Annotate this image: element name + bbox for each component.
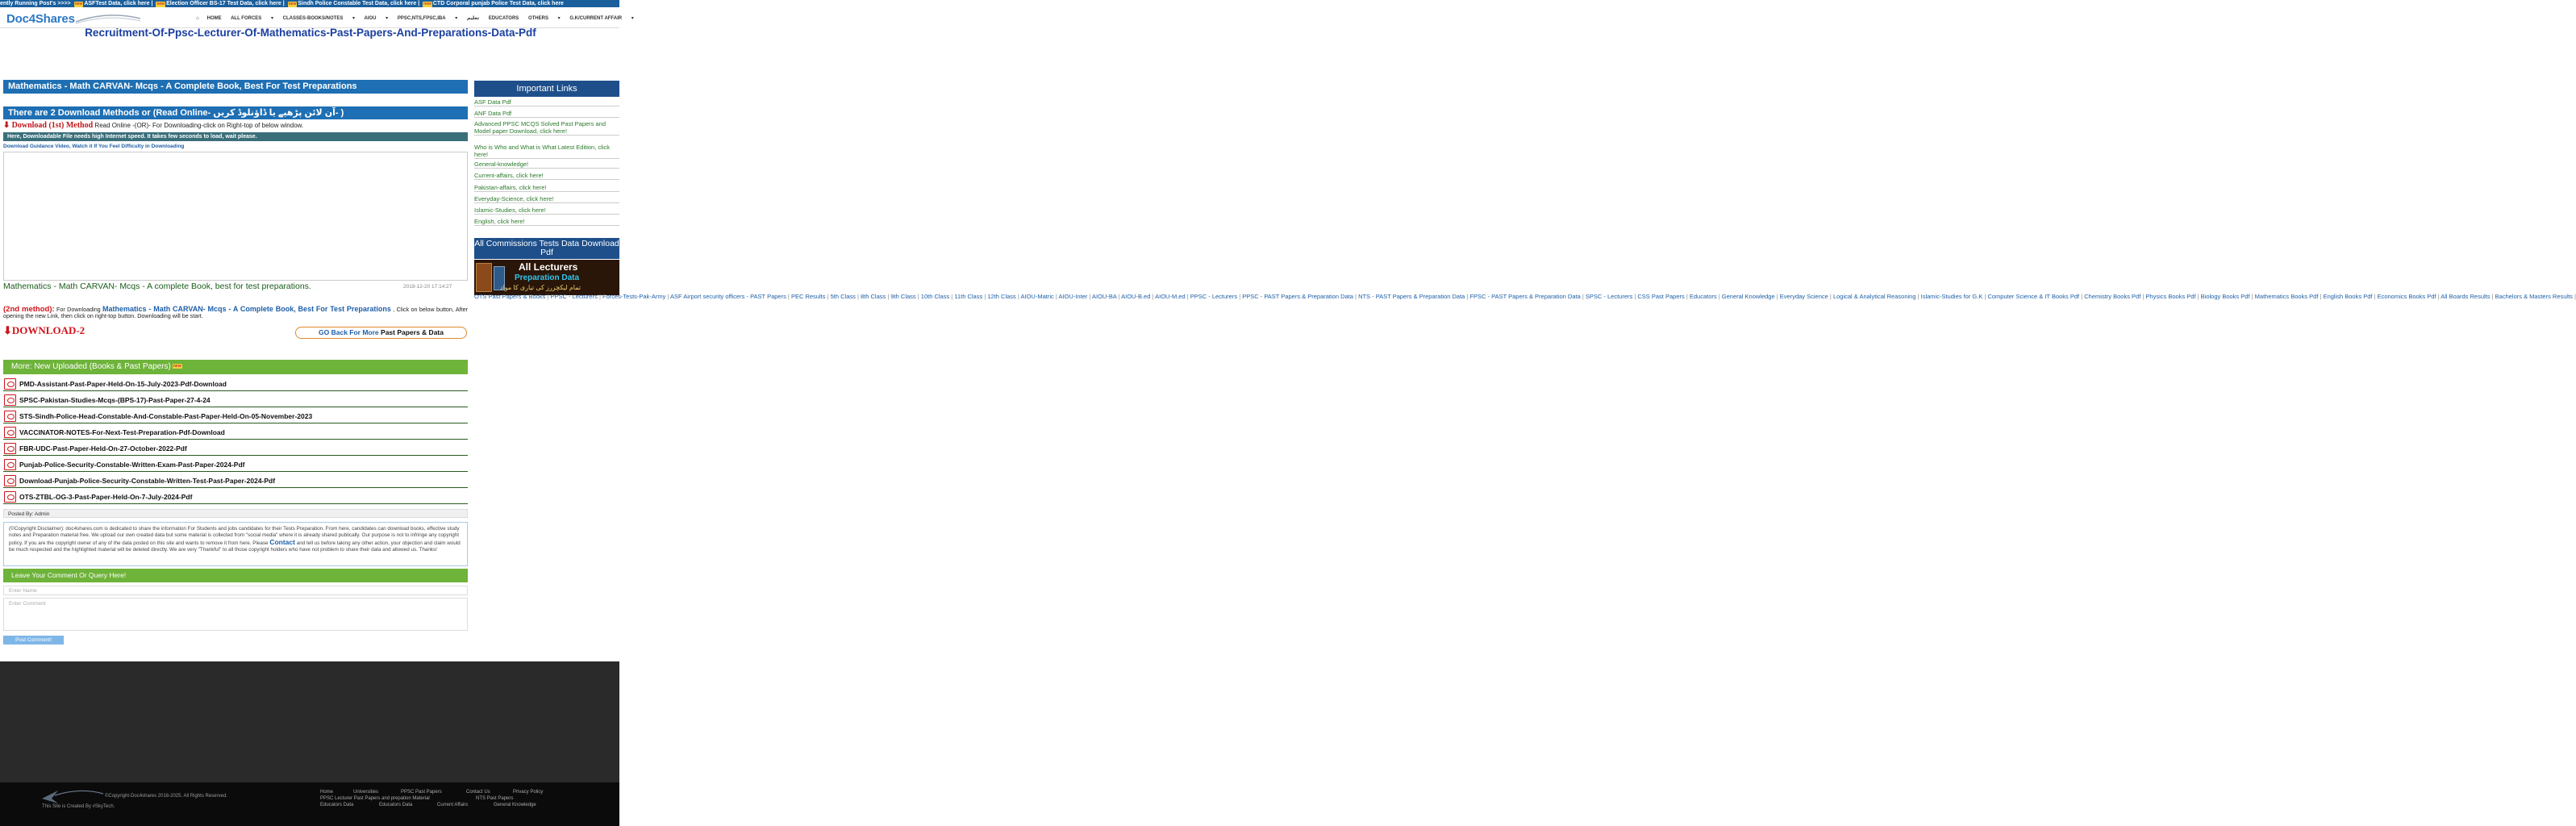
menu-item-ppsc-nts[interactable]: PPSC,NTS,FPSC,IBA ▾ <box>397 16 458 21</box>
separator: | <box>597 293 602 300</box>
category-link[interactable]: 8th Class <box>861 293 886 300</box>
important-links-title: Important Links <box>474 81 619 97</box>
menu-item-urdu[interactable]: تعلیم <box>466 16 480 21</box>
footer-link-gk[interactable]: General Knowledge <box>494 803 536 807</box>
separator: | <box>1150 293 1156 300</box>
footer-link-nts[interactable]: NTS Past Papers <box>476 796 514 801</box>
download-2-button[interactable]: ⬇DOWNLOAD-2 <box>3 324 85 336</box>
menu-item-home[interactable]: HOME <box>206 16 222 21</box>
list-item[interactable]: Punjab-Police-Security-Constable-Written-Exam-Past-Paper-2024-Pdf <box>3 457 468 472</box>
category-link[interactable]: Chemistry Books Pdf <box>2084 293 2141 300</box>
commissions-title: All Commissions Tests Data Download Pdf <box>474 239 619 257</box>
category-link[interactable]: ASF Airport security officers - PAST Papers <box>670 293 786 300</box>
menu-item-educators[interactable]: EDUCATORS <box>488 16 519 21</box>
separator: | <box>1087 293 1092 300</box>
method2-label: (2nd method): <box>3 305 55 314</box>
separator: | <box>545 293 551 300</box>
separator: | <box>1716 293 1722 300</box>
logo-swoosh-icon <box>76 14 140 25</box>
new-tag: new <box>173 364 181 369</box>
pdf-icon <box>4 491 16 503</box>
document-title: Mathematics - Math CARVAN- Mcqs - A complete Book, best for test preparations. <box>3 282 311 291</box>
method2-post: , Click on below button, After opening the new Link, then click on right-top button. Downloading will be start. <box>3 306 469 319</box>
category-link[interactable]: FPSC - PAST Papers & Preparation Data <box>1469 293 1581 300</box>
banner-line-1: All Lecturers <box>519 261 578 273</box>
category-link[interactable]: Everyday Science <box>1779 293 1828 300</box>
dark-band <box>0 661 619 782</box>
ticker-prefix: ently Running Post's >>>> <box>0 1 71 6</box>
separator: | <box>1632 293 1638 300</box>
separator: | <box>825 293 831 300</box>
top-navbar <box>0 7 634 28</box>
category-link[interactable]: English Books Pdf <box>2323 293 2373 300</box>
category-link[interactable]: All Boards Results <box>2441 293 2491 300</box>
separator: | <box>2318 293 2324 300</box>
pdf-viewer-frame[interactable] <box>3 152 468 281</box>
menu-item-all-forces[interactable]: ALL FORCES ▾ <box>231 16 273 21</box>
category-link[interactable]: CSS Past Papers <box>1637 293 1685 300</box>
list-item[interactable]: PMD-Assistant-Past-Paper-Held-On-15-July-2023-Pdf-Download <box>3 377 468 391</box>
banner-line-2: Preparation Data <box>515 273 580 282</box>
home-icon: ⌂ <box>196 16 199 21</box>
book-icon <box>476 263 492 292</box>
method2-text <box>3 306 468 319</box>
more-uploads-bar: More: New Uploaded (Books & Past Papers) new <box>3 360 468 374</box>
ticker-link[interactable]: CTD Corporal punjab Police Test Data, click here <box>432 1 564 6</box>
footer-copyright: ©Copyright-Doc4shares 2018-2025. All Rights Reserved. <box>105 794 227 799</box>
new-tag: new <box>74 2 83 6</box>
separator: | <box>2079 293 2085 300</box>
sidebar-link[interactable]: Islamic-Studies, click here! <box>474 206 619 215</box>
book-title-bar: Mathematics - Math CARVAN- Mcqs - A Complete Book, Best For Test Preparations <box>3 80 468 94</box>
list-item[interactable]: FBR-UDC-Past-Paper-Held-On-27-October-2022-Pdf <box>3 441 468 456</box>
separator: | <box>2140 293 2146 300</box>
sidebar-link[interactable]: ANF Data Pdf <box>474 110 619 118</box>
go-back-button[interactable]: GO Back For More Past Papers & Data <box>295 327 467 339</box>
sidebar-link[interactable]: ASF Data Pdf <box>474 98 619 106</box>
footer-link-home[interactable]: Home <box>320 790 334 795</box>
category-link[interactable]: Physics Books Pdf <box>2145 293 2196 300</box>
category-link[interactable]: 9th Class <box>890 293 916 300</box>
separator: | <box>915 293 921 300</box>
separator: | <box>1465 293 1470 300</box>
speed-note: Here, Downloadable File needs high Internet speed. It takes few seconds to load, wait please. <box>3 132 468 141</box>
separator: | <box>1053 293 1059 300</box>
banner-line-3: تمام لیکچررز کی تیاری کا مواد <box>500 284 581 291</box>
footer-credit: This Site is Created By #SkyTech. <box>42 804 115 809</box>
separator: | <box>1774 293 1780 300</box>
method1-text: Read Online -(OR)- For Downloading-click on Right-top of below window. <box>94 122 304 129</box>
separator: | <box>855 293 861 300</box>
ticker-link[interactable]: ASFTest Data, click here <box>84 1 150 6</box>
download-icon: ⬇ <box>3 121 10 130</box>
posted-by: Posted By: Admin <box>3 509 468 518</box>
pdf-icon <box>4 459 16 470</box>
new-tag: new <box>156 2 165 6</box>
ticker-link[interactable]: Sindh Police Constable Test Data, click here <box>298 1 417 6</box>
footer-link-current-affairs[interactable]: Current Affairs <box>437 803 469 807</box>
new-tag: new <box>423 2 431 6</box>
sidebar-link[interactable]: Who is Who and What is What Latest Edition, click here! <box>474 144 619 159</box>
category-link[interactable]: AIOU-B.ed <box>1121 293 1151 300</box>
pdf-icon <box>4 427 16 438</box>
separator: | <box>1353 293 1359 300</box>
separator: | <box>2572 293 2576 300</box>
category-link[interactable]: Mathematics Books Pdf <box>2254 293 2319 300</box>
separator: | <box>665 293 671 300</box>
category-link[interactable]: Biology Books Pdf <box>2200 293 2250 300</box>
footer-link-privacy[interactable]: Privacy Policy <box>513 790 544 795</box>
separator: | <box>2490 293 2495 300</box>
footer-link-universities[interactable]: Universities <box>353 790 379 795</box>
category-link[interactable]: PPSC - PAST Papers & Preparation Data <box>1242 293 1353 300</box>
separator: | <box>1828 293 1833 300</box>
category-link[interactable]: Educators <box>1689 293 1717 300</box>
menu-item-others[interactable]: OTHERS ▾ <box>527 16 561 21</box>
category-link[interactable]: 12th Class <box>987 293 1016 300</box>
pdf-icon <box>4 411 16 422</box>
menu-item-classes-books[interactable]: CLASSES-BOOKS/NOTES ▾ <box>282 16 356 21</box>
method2-link[interactable]: Mathematics - Math CARVAN- Mcqs - A Complete Book, Best For Test Preparations <box>102 305 391 313</box>
category-link[interactable]: AIOU-M.ed <box>1155 293 1186 300</box>
separator: | <box>786 293 791 300</box>
footer-link-ppsc-lecturer[interactable]: PPSC Lecturer Past Papers and prepation Material <box>320 796 430 801</box>
sidebar-link[interactable]: General-knowledge! <box>474 161 619 169</box>
category-link[interactable]: OTS Past Papers & Books <box>474 293 546 300</box>
list-item[interactable]: SPSC-Pakistan-Studies-Mcqs-(BPS-17)-Past-Paper-27-4-24 <box>3 393 468 407</box>
sidebar-link[interactable]: Pakistan-affairs, click here! <box>474 184 619 192</box>
list-item[interactable]: Download-Punjab-Police-Security-Constable-Written-Test-Past-Paper-2024-Pdf <box>3 473 468 488</box>
post-date: 2018-12-20 17:14:27 <box>403 284 452 290</box>
menu-item-gk[interactable]: G.K/CURRENT AFFAIR ▾ <box>569 16 634 21</box>
post-comment-button[interactable]: Post Comment! <box>3 636 64 645</box>
category-link[interactable]: AIOU-Inter <box>1058 293 1088 300</box>
sidebar-link[interactable]: Advanced PPSC MCQS Solved Past Papers and Model paper Download, click here! <box>474 121 619 136</box>
sidebar-link[interactable]: Current-affairs, click here! <box>474 172 619 180</box>
copyright-disclaimer: (©Copyright Disclaimer): doc4shares.com is dedicated to share the information For Students and jobs candidates for their Tests Preparation. From here, candidates can download books, effective study notes and Preparation material free. We upload our own created data but some material is collected from "social media" where it is already shared publically. Our purpose is not to infringe any copyright policy. If you are the copyright owner of any of the data posted on this site and wants to remove it from here. Please Contact and tell us before taking any other action, your objection and claim would be much respected and the highlighted material will be deleted directly. We are very "Thankful" to all those copyright holders who have not problem to share their data and allowed us. Thanks! <box>3 522 468 566</box>
category-link[interactable]: 5th Class <box>830 293 856 300</box>
category-link[interactable]: PPSC - Lecturers <box>550 293 598 300</box>
category-link[interactable]: 10th Class <box>920 293 950 300</box>
method1-label[interactable]: Download (1st) Method <box>11 121 94 130</box>
category-link[interactable]: Computer Science & IT Books Pdf <box>1987 293 2080 300</box>
method2-pre: For Downloading <box>56 306 101 313</box>
category-link[interactable]: Forces-Tests-Pak-Army <box>602 293 666 300</box>
new-tag: new <box>288 2 297 6</box>
category-link[interactable]: AIOU-Matric <box>1020 293 1054 300</box>
method1-row <box>3 121 468 131</box>
menu-item-aiou[interactable]: AIOU ▾ <box>364 16 389 21</box>
list-item[interactable]: STS-Sindh-Police-Head-Constable-And-Constable-Past-Paper-Held-On-05-November-2023 <box>3 409 468 423</box>
separator: | <box>886 293 891 300</box>
download-methods-bar: There are 2 Download Methods or (Read Online- آن لائن پڑھیے یا ڈاؤنلوڈ کریں- ) <box>3 106 468 119</box>
leave-comment-bar: Leave Your Comment Or Query Here! <box>3 569 468 582</box>
separator: | <box>1116 293 1122 300</box>
ticker-link[interactable]: Election Officer BS-17 Test Data, click here <box>166 1 281 6</box>
pdf-icon <box>4 378 16 390</box>
category-link[interactable]: NTS - PAST Papers & Preparation Data <box>1358 293 1465 300</box>
separator: | <box>982 293 988 300</box>
separator: | <box>1580 293 1586 300</box>
list-item[interactable]: VACCINATOR-NOTES-For-Next-Test-Preparation-Pdf-Download <box>3 425 468 440</box>
sidebar-link[interactable]: Everyday-Science, click here! <box>474 195 619 203</box>
category-link[interactable]: SPSC - Lecturers <box>1585 293 1633 300</box>
footer-link-contact[interactable]: Contact Us <box>466 790 490 795</box>
separator: | <box>1237 293 1243 300</box>
category-link[interactable]: Logical & Analytical Reasoning <box>1832 293 1916 300</box>
category-link[interactable]: General Knowledge <box>1721 293 1775 300</box>
separator: | <box>1684 293 1690 300</box>
running-posts-ticker: ently Running Post's >>>> new ASFTest Data, click here | new Election Officer BS-17 Test Data, click here | new Sindh Police Constable Test Data, click here | new CTD Corporal punjab Police Test Data, click here <box>0 0 619 7</box>
lecturers-banner[interactable] <box>474 260 619 295</box>
footer-link-educators-2[interactable]: Educators Data <box>379 803 413 807</box>
footer-link-ppsc[interactable]: PPSC Past Papers <box>401 790 442 795</box>
separator: | <box>2436 293 2441 300</box>
separator: | <box>2249 293 2255 300</box>
pdf-icon <box>4 475 16 486</box>
separator: | <box>2372 293 2378 300</box>
category-link[interactable]: Islamic-Studies for G.K <box>1920 293 1983 300</box>
separator: | <box>949 293 955 300</box>
site-logo[interactable] <box>6 12 75 26</box>
sidebar-link[interactable]: English, click here! <box>474 218 619 226</box>
list-item[interactable]: OTS-ZTBL-OG-3-Past-Paper-Held-On-7-July-2024-Pdf <box>3 490 468 504</box>
sidebar-categories <box>474 293 2576 300</box>
category-link[interactable]: Economics Books Pdf <box>2377 293 2436 300</box>
category-link[interactable]: AIOU-BA <box>1092 293 1117 300</box>
pdf-icon <box>4 394 16 406</box>
separator: | <box>1982 293 1988 300</box>
name-input[interactable]: Enter Name <box>3 586 468 595</box>
pdf-icon <box>4 443 16 454</box>
logo-text: Doc4Shares <box>6 12 75 26</box>
separator: | <box>1015 293 1021 300</box>
page-title: Recruitment-Of-Ppsc-Lecturer-Of-Mathematics-Past-Papers-And-Preparations-Data-Pdf <box>85 27 536 39</box>
download-icon: ⬇ <box>3 324 12 336</box>
separator: | <box>1915 293 1921 300</box>
footer-link-educators[interactable]: Educators Data <box>320 803 354 807</box>
category-link[interactable]: 11th Class <box>954 293 983 300</box>
contact-link[interactable]: Contact <box>269 538 295 546</box>
separator: | <box>2195 293 2201 300</box>
guidance-video-link[interactable]: Download Guidance Video, Watch it If You Feel Difficulty in Downloading <box>3 144 185 149</box>
category-link[interactable]: Bachelors & Masters Results <box>2495 293 2573 300</box>
category-link[interactable]: PEC Results <box>790 293 826 300</box>
footer-logo-icon <box>40 787 105 805</box>
main-menu <box>196 15 642 21</box>
category-link[interactable]: PPSC - Lecturers <box>1190 293 1238 300</box>
separator: | <box>1185 293 1190 300</box>
comment-textarea[interactable]: Enter Comment <box>3 598 468 631</box>
